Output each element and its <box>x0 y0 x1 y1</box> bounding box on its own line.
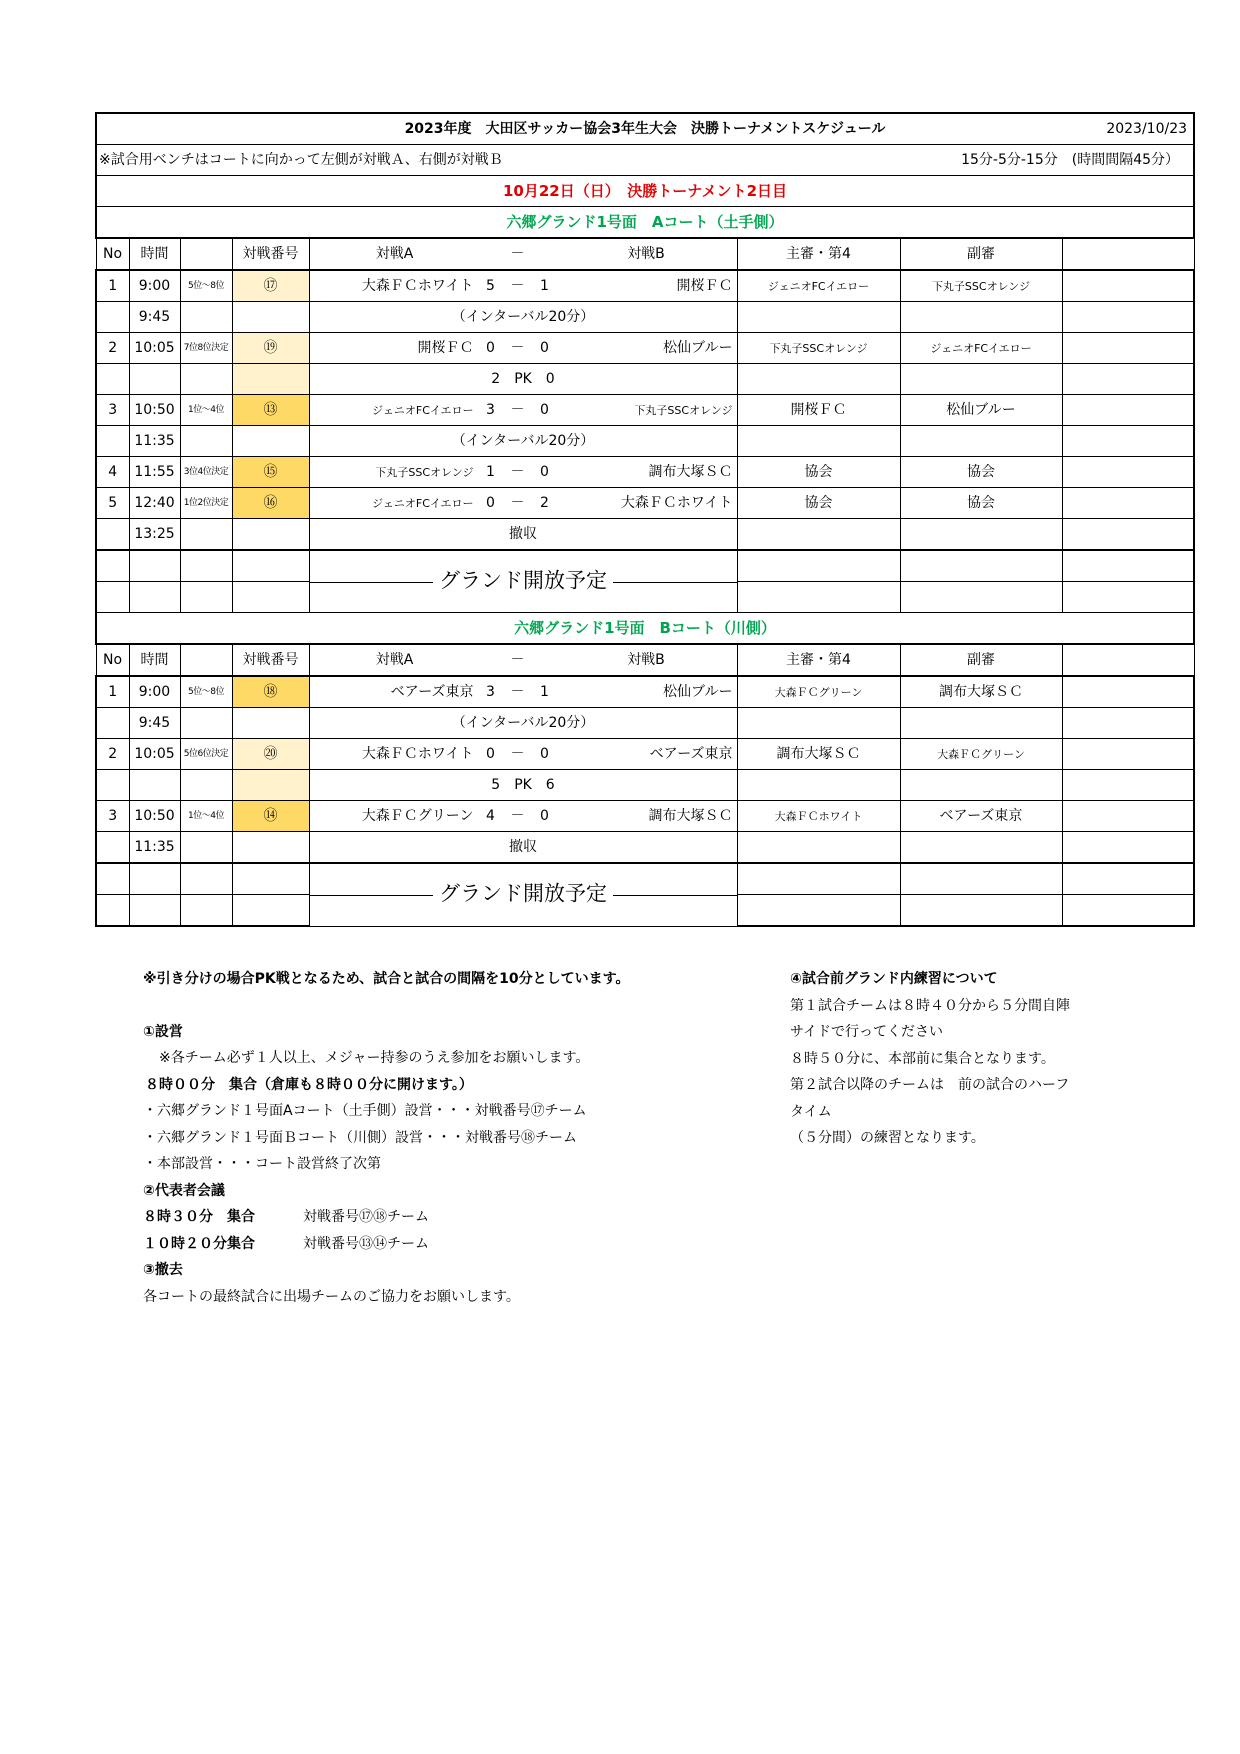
row-time: 13:25 <box>129 519 180 551</box>
row-match-wrap <box>310 739 737 769</box>
row-time <box>129 364 180 395</box>
removal-title: ③撤去 <box>143 1262 183 1278</box>
row-no: 1 <box>96 676 129 708</box>
score-b: 0 <box>540 808 549 824</box>
row-rank: 1位～4位 <box>180 801 232 832</box>
meeting-row-2 <box>143 1231 763 1258</box>
score-b: 1 <box>540 684 549 700</box>
open-blank <box>129 582 180 613</box>
row-time: 9:45 <box>129 302 180 333</box>
team-a: ジェニオFCイエロー <box>372 403 474 417</box>
open-blank <box>180 582 232 613</box>
open-blank <box>900 895 1062 927</box>
row-match-no: ⑱ <box>232 676 309 708</box>
team-b: ベアーズ東京 <box>649 746 733 762</box>
row-match-no <box>232 302 309 333</box>
row-referee <box>737 708 900 739</box>
score-b: 0 <box>540 464 549 480</box>
row-time: 9:00 <box>129 270 180 302</box>
score-b: 2 <box>540 495 549 511</box>
practice-line-2: サイドで行ってください <box>790 1024 944 1040</box>
row-assistant: ジェニオFCイエロー <box>900 333 1062 364</box>
practice-line-5: タイム <box>790 1103 832 1120</box>
court-b-header-team-b: 対戦B <box>627 652 665 668</box>
row-blank <box>1062 708 1194 739</box>
row-no <box>96 770 129 801</box>
score-b: 1 <box>540 278 549 294</box>
row-no <box>96 832 129 864</box>
score-a: 5 <box>486 278 495 294</box>
team-b: 大森ＦＣホワイト <box>620 495 733 511</box>
row-note-text: 撤収 <box>509 839 537 855</box>
court-b-row <box>96 676 1194 708</box>
row-time: 10:50 <box>129 395 180 426</box>
court-a-header-dash: － <box>510 246 525 262</box>
court-b-row <box>96 770 1194 801</box>
setup-line-4: ・六郷グランド１号面Ｂコート（川側）設営・・・対戦番号⑱チーム <box>143 1129 577 1146</box>
court-a-header-rank <box>180 238 232 270</box>
score-a: 0 <box>486 340 495 356</box>
note-row <box>96 145 1194 176</box>
row-assistant: 大森ＦＣグリーン <box>900 739 1062 770</box>
team-a: 大森ＦＣホワイト <box>361 746 474 762</box>
court-a-row <box>96 302 1194 333</box>
row-referee: 調布大塚ＳＣ <box>737 739 900 770</box>
row-referee <box>737 770 900 801</box>
court-a-row <box>96 270 1194 302</box>
court-b-header-match-no: 対戦番号 <box>232 644 309 676</box>
court-a-row <box>96 395 1194 426</box>
row-assistant: 協会 <box>900 457 1062 488</box>
setup-line-3: ・六郷グランド１号面Aコート（土手側）設営・・・対戦番号⑰チーム <box>143 1103 587 1119</box>
row-assistant: ベアーズ東京 <box>900 801 1062 832</box>
team-a: 大森ＦＣグリーン <box>361 808 474 824</box>
court-a-title: 六郷グランド1号面 Aコート（土手側） <box>506 212 784 231</box>
open-blank <box>900 863 1062 895</box>
row-match-wrap <box>310 271 737 301</box>
open-blank <box>1062 895 1194 927</box>
row-referee <box>737 302 900 333</box>
row-rank <box>180 302 232 333</box>
row-referee: 下丸子SSCオレンジ <box>737 333 900 364</box>
row-no: 3 <box>96 801 129 832</box>
row-match-no <box>232 770 309 801</box>
court-a-row <box>96 457 1194 488</box>
court-a-header-assistant: 副審 <box>900 238 1062 270</box>
open-blank <box>737 582 900 613</box>
row-assistant <box>900 364 1062 395</box>
row-no: 5 <box>96 488 129 519</box>
title-row <box>96 113 1194 145</box>
row-no: 2 <box>96 739 129 770</box>
row-no <box>96 302 129 333</box>
team-a: 下丸子SSCオレンジ <box>375 465 474 479</box>
row-match-no: ⑳ <box>232 739 309 770</box>
practice-title: ④試合前グランド内練習について <box>790 971 998 987</box>
team-b: 調布大塚ＳＣ <box>648 464 733 480</box>
court-b-title: 六郷グランド1号面 Bコート（川側） <box>514 618 776 637</box>
court-b-header-rank <box>180 644 232 676</box>
score-a: 0 <box>486 495 495 511</box>
court-b-header-match-wrap <box>310 645 737 675</box>
court-a-header-team-b: 対戦B <box>627 246 665 262</box>
court-b-row <box>96 708 1194 739</box>
court-a-header-row <box>96 238 1194 270</box>
court-b-open-text: グランド開放予定 <box>433 883 613 904</box>
row-time: 10:05 <box>129 739 180 770</box>
open-blank <box>129 550 180 582</box>
page-title: 2023年度 大田区サッカー協会3年生大会 決勝トーナメントスケジュール <box>404 121 886 137</box>
row-referee: 大森ＦＣグリーン <box>737 676 900 708</box>
row-match <box>309 676 737 708</box>
row-note-text: 2 PK 0 <box>491 371 555 387</box>
court-a-open-row <box>96 550 1194 582</box>
score-dash: － <box>510 495 525 511</box>
issue-date: 2023/10/23 <box>1106 121 1188 137</box>
row-assistant: 調布大塚ＳＣ <box>900 676 1062 708</box>
row-rank <box>180 426 232 457</box>
court-b-row <box>96 832 1194 864</box>
court-a-header-team-a: 対戦A <box>375 246 414 262</box>
bench-note: ※試合用ベンチはコートに向かって左側が対戦Ａ、右側が対戦Ｂ <box>99 152 503 168</box>
court-a-open-cell <box>309 550 737 613</box>
row-time <box>129 770 180 801</box>
row-no <box>96 364 129 395</box>
row-match <box>309 739 737 770</box>
practice-line-6: （５分間）の練習となります。 <box>790 1130 985 1146</box>
court-a-row <box>96 488 1194 519</box>
row-assistant <box>900 426 1062 457</box>
row-match <box>309 395 737 426</box>
court-b-title-cell <box>96 613 1194 645</box>
row-time: 10:05 <box>129 333 180 364</box>
open-blank <box>1062 582 1194 613</box>
row-match-no <box>232 708 309 739</box>
row-match-no <box>232 832 309 864</box>
row-rank: 1位2位決定 <box>180 488 232 519</box>
score-dash: － <box>510 340 525 356</box>
open-blank <box>1062 863 1194 895</box>
team-a: 大森ＦＣホワイト <box>361 278 474 294</box>
open-blank <box>96 863 129 895</box>
court-a-header-match <box>309 238 737 270</box>
notes-right <box>790 966 1130 1152</box>
team-b: 調布大塚ＳＣ <box>648 808 733 824</box>
row-no <box>96 426 129 457</box>
row-match <box>309 302 737 333</box>
open-blank <box>1062 550 1194 582</box>
row-match-wrap <box>310 395 737 425</box>
score-dash: － <box>510 808 525 824</box>
row-referee: 開桜ＦＣ <box>737 395 900 426</box>
court-a-row <box>96 364 1194 395</box>
row-blank <box>1062 457 1194 488</box>
row-match <box>309 426 737 457</box>
row-rank <box>180 708 232 739</box>
row-referee: 協会 <box>737 488 900 519</box>
row-blank <box>1062 302 1194 333</box>
row-note-text: （インターバル20分） <box>451 715 595 731</box>
open-blank <box>737 895 900 927</box>
court-b-open-cell <box>309 863 737 926</box>
open-blank <box>900 582 1062 613</box>
score-b: 0 <box>540 340 549 356</box>
row-note-text: （インターバル20分） <box>451 309 595 325</box>
score-dash: － <box>510 402 525 418</box>
row-rank: 3位4位決定 <box>180 457 232 488</box>
row-match <box>309 770 737 801</box>
row-blank <box>1062 801 1194 832</box>
open-blank <box>129 863 180 895</box>
row-no: 1 <box>96 270 129 302</box>
row-blank <box>1062 488 1194 519</box>
row-no: 3 <box>96 395 129 426</box>
score-a: 3 <box>486 402 495 418</box>
meeting-row-1-time: ８時３０分 集合 <box>143 1209 255 1225</box>
row-match <box>309 801 737 832</box>
row-note-text: （インターバル20分） <box>451 433 595 449</box>
row-match-wrap <box>310 457 737 487</box>
row-referee: 大森ＦＣホワイト <box>737 801 900 832</box>
row-blank <box>1062 770 1194 801</box>
row-time: 12:40 <box>129 488 180 519</box>
meeting-title: ②代表者会議 <box>143 1182 225 1199</box>
court-b-header-blank <box>1062 644 1194 676</box>
court-b-title-row <box>96 613 1194 645</box>
row-match <box>309 333 737 364</box>
meeting-row-2-time: １０時２０分集合 <box>143 1235 255 1252</box>
row-match-no: ⑮ <box>232 457 309 488</box>
row-rank <box>180 770 232 801</box>
court-a-title-cell <box>96 207 1194 239</box>
row-match <box>309 364 737 395</box>
court-a-row <box>96 333 1194 364</box>
row-match <box>309 270 737 302</box>
row-blank <box>1062 364 1194 395</box>
meeting-row-2-text: 対戦番号⑬⑭チーム <box>303 1235 429 1252</box>
row-match <box>309 457 737 488</box>
row-match-no <box>232 519 309 551</box>
team-b: 松仙ブルー <box>663 340 733 356</box>
court-b-header-match <box>309 644 737 676</box>
row-match-wrap <box>310 801 737 831</box>
row-time: 10:50 <box>129 801 180 832</box>
setup-line-5: ・本部設営・・・コート設営終了次第 <box>143 1156 381 1172</box>
schedule-table <box>95 112 1195 927</box>
row-blank <box>1062 739 1194 770</box>
row-match <box>309 832 737 864</box>
row-match <box>309 488 737 519</box>
row-match-no: ⑬ <box>232 395 309 426</box>
row-assistant <box>900 770 1062 801</box>
score-a: 0 <box>486 746 495 762</box>
row-referee <box>737 519 900 551</box>
row-assistant <box>900 832 1062 864</box>
row-time: 9:00 <box>129 676 180 708</box>
row-note-text: 5 PK 6 <box>491 777 555 793</box>
notes-left <box>143 966 763 1310</box>
setup-line-1: ※各チーム必ず１人以上、メジャー持参のうえ参加をお願いします。 <box>159 1050 590 1066</box>
meeting-row-1-text: 対戦番号⑰⑱チーム <box>303 1209 429 1225</box>
row-match-no: ⑯ <box>232 488 309 519</box>
open-blank <box>232 895 309 927</box>
open-blank <box>900 550 1062 582</box>
removal-line-1: 各コートの最終試合に出場チームのご協力をお願いします。 <box>143 1288 520 1305</box>
row-match <box>309 708 737 739</box>
row-match-no: ⑭ <box>232 801 309 832</box>
row-rank: 5位～8位 <box>180 676 232 708</box>
row-match-wrap <box>310 488 737 518</box>
team-a: ジェニオFCイエロー <box>372 496 474 510</box>
court-a-header-time: 時間 <box>129 238 180 270</box>
row-blank <box>1062 395 1194 426</box>
court-b-header-referee: 主審・第4 <box>737 644 900 676</box>
row-assistant <box>900 302 1062 333</box>
row-blank <box>1062 676 1194 708</box>
court-b-header-team-a: 対戦A <box>375 652 414 668</box>
row-rank <box>180 519 232 551</box>
open-blank <box>232 550 309 582</box>
practice-line-1: 第１試合チームは８時４０分から５分間自陣 <box>790 997 1070 1014</box>
court-b-header-assistant: 副審 <box>900 644 1062 676</box>
row-match-no <box>232 364 309 395</box>
row-rank: 5位6位決定 <box>180 739 232 770</box>
open-blank <box>180 863 232 895</box>
court-b-row <box>96 739 1194 770</box>
open-blank <box>96 550 129 582</box>
setup-title: ①設営 <box>143 1023 183 1040</box>
court-a-header-blank <box>1062 238 1194 270</box>
time-note: 15分-5分-15分 (時間間隔45分） <box>961 152 1180 168</box>
open-blank <box>96 895 129 927</box>
row-time: 9:45 <box>129 708 180 739</box>
court-a-header-match-no: 対戦番号 <box>232 238 309 270</box>
team-b: 下丸子SSCオレンジ <box>634 403 733 417</box>
court-b-header-no: No <box>96 644 129 676</box>
score-b: 0 <box>540 402 549 418</box>
practice-line-4: 第２試合以降のチームは 前の試合のハーフ <box>790 1077 1070 1093</box>
row-blank <box>1062 270 1194 302</box>
row-note-text: 撤収 <box>509 526 537 542</box>
row-time: 11:35 <box>129 832 180 864</box>
row-blank <box>1062 519 1194 551</box>
open-blank <box>232 863 309 895</box>
open-blank <box>180 895 232 927</box>
score-dash: － <box>510 684 525 700</box>
court-a-row <box>96 426 1194 457</box>
row-rank: 7位8位決定 <box>180 333 232 364</box>
row-match-no <box>232 426 309 457</box>
row-assistant: 松仙ブルー <box>900 395 1062 426</box>
court-a-open-text: グランド開放予定 <box>433 570 613 591</box>
open-blank <box>737 863 900 895</box>
row-assistant <box>900 519 1062 551</box>
row-blank <box>1062 832 1194 864</box>
team-b: 松仙ブルー <box>663 684 733 700</box>
row-match-wrap <box>310 677 737 707</box>
court-a-row <box>96 519 1194 551</box>
row-referee: 協会 <box>737 457 900 488</box>
score-dash: － <box>510 464 525 480</box>
court-a-header-referee: 主審・第4 <box>737 238 900 270</box>
row-match <box>309 519 737 551</box>
open-blank <box>129 895 180 927</box>
open-blank <box>737 550 900 582</box>
row-match-no: ⑰ <box>232 270 309 302</box>
row-referee <box>737 364 900 395</box>
row-referee: ジェニオFCイエロー <box>737 270 900 302</box>
day-title: 10月22日（日） 決勝トーナメント2日目 <box>502 181 788 200</box>
row-rank: 1位～4位 <box>180 395 232 426</box>
row-time: 11:35 <box>129 426 180 457</box>
score-a: 3 <box>486 684 495 700</box>
court-b-header-row <box>96 644 1194 676</box>
score-dash: － <box>510 278 525 294</box>
row-no <box>96 708 129 739</box>
open-blank <box>232 582 309 613</box>
row-rank <box>180 364 232 395</box>
row-match-wrap <box>310 333 737 363</box>
row-no: 4 <box>96 457 129 488</box>
open-blank <box>96 582 129 613</box>
score-b: 0 <box>540 746 549 762</box>
court-b-header-time: 時間 <box>129 644 180 676</box>
day-title-row <box>96 176 1194 207</box>
row-rank: 5位～8位 <box>180 270 232 302</box>
row-referee <box>737 832 900 864</box>
score-a: 1 <box>486 464 495 480</box>
row-assistant: 協会 <box>900 488 1062 519</box>
team-b: 開桜ＦＣ <box>676 278 733 294</box>
row-blank <box>1062 333 1194 364</box>
setup-line-2: ８時００分 集合（倉庫も８時００分に開けます。） <box>145 1076 473 1093</box>
court-a-title-row <box>96 207 1194 239</box>
row-no: 2 <box>96 333 129 364</box>
row-blank <box>1062 426 1194 457</box>
open-blank <box>180 550 232 582</box>
practice-line-3: ８時５０分に、本部前に集合となります。 <box>790 1050 1055 1067</box>
row-rank <box>180 832 232 864</box>
court-b-header-dash: － <box>510 652 525 668</box>
court-a-header-match-wrap <box>310 239 737 269</box>
row-match-no: ⑲ <box>232 333 309 364</box>
row-referee <box>737 426 900 457</box>
row-no <box>96 519 129 551</box>
court-b-open-row <box>96 863 1194 895</box>
score-dash: － <box>510 746 525 762</box>
score-a: 4 <box>486 808 495 824</box>
row-time: 11:55 <box>129 457 180 488</box>
team-a: 開桜ＦＣ <box>417 340 474 356</box>
team-a: ベアーズ東京 <box>390 684 474 700</box>
court-a-header-no: No <box>96 238 129 270</box>
row-assistant <box>900 708 1062 739</box>
meeting-row-1 <box>143 1204 763 1231</box>
row-assistant: 下丸子SSCオレンジ <box>900 270 1062 302</box>
court-b-row <box>96 801 1194 832</box>
draw-note: ※引き分けの場合PK戦となるため、試合と試合の間隔を10分としています。 <box>143 971 630 987</box>
